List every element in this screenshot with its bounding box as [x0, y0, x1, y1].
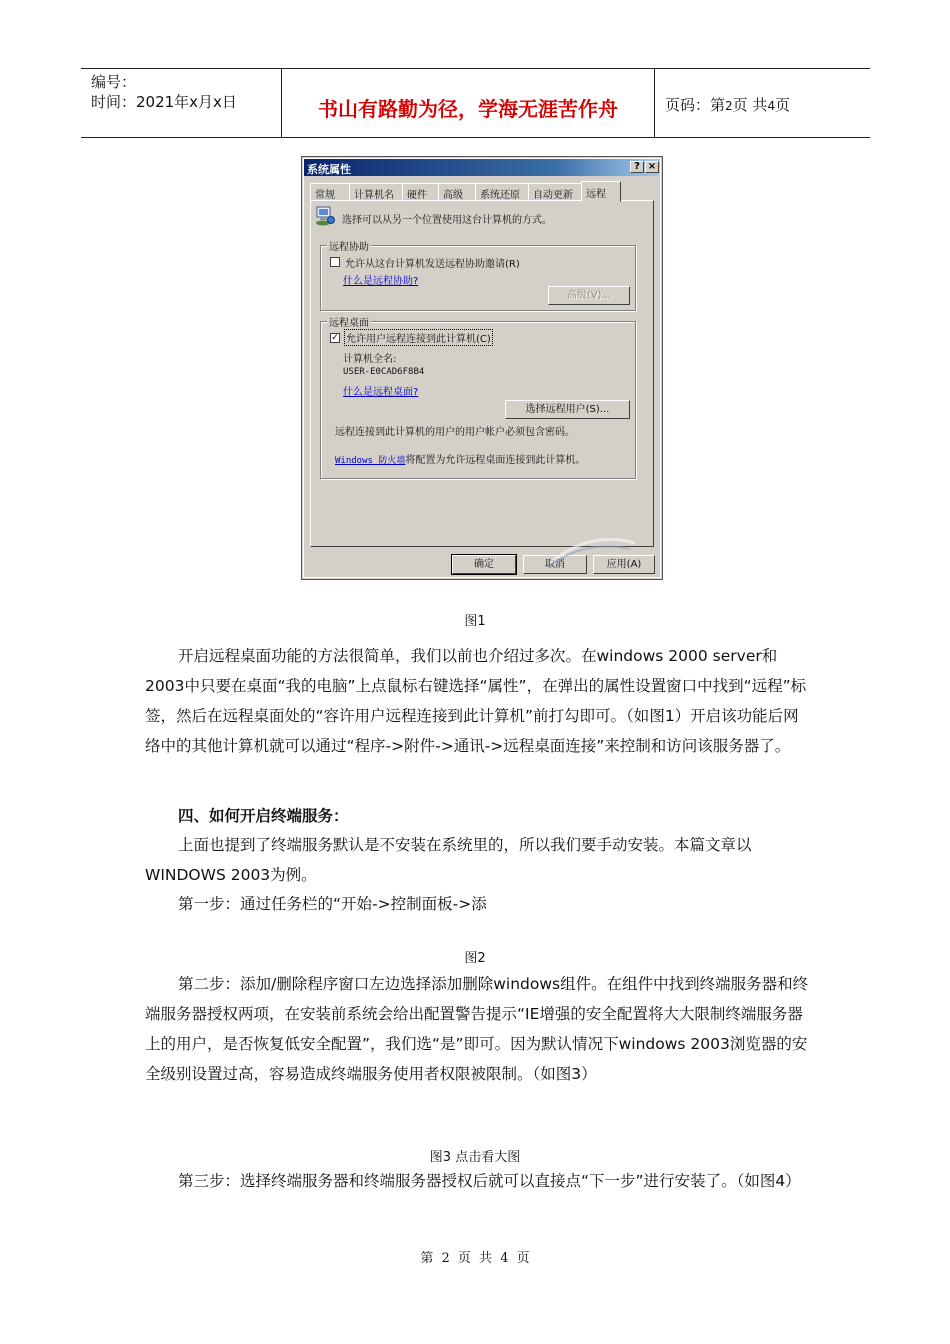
- tab-hardware[interactable]: 硬件: [402, 183, 439, 200]
- page-prefix: 页码：第: [665, 96, 726, 114]
- remote-desktop-checkbox[interactable]: ✓: [331, 333, 339, 343]
- section-heading-4-text: 四、如何开启终端服务：: [178, 807, 349, 825]
- page-footer: 第 2 页 共 4 页: [420, 1251, 530, 1266]
- document-number-label: 编号：: [91, 73, 137, 91]
- section-heading-4: [145, 801, 810, 831]
- close-button[interactable]: ×: [645, 161, 659, 173]
- remote-desktop-group: [320, 318, 636, 479]
- cancel-button[interactable]: 取消: [523, 555, 587, 574]
- remote-desktop-legend: 远程桌面: [327, 314, 371, 329]
- header-right-cell: [655, 69, 870, 137]
- help-button[interactable]: ?: [630, 161, 644, 173]
- firewall-text: 将配置为允许远程桌面连接到此计算机。: [405, 455, 586, 466]
- remote-desktop-help-link[interactable]: 什么是远程桌面?: [343, 387, 419, 398]
- firewall-note: [335, 451, 585, 466]
- page-mid: 页 共: [732, 96, 768, 114]
- ok-button[interactable]: 确定: [452, 555, 516, 574]
- remote-assistance-checkbox-label[interactable]: 允许从这台计算机发送远程协助邀请(R): [345, 259, 520, 270]
- dialog-title: 系统属性: [307, 163, 351, 176]
- page-suffix: 页: [775, 96, 791, 114]
- remote-desktop-checkbox-label[interactable]: 允许用户远程连接到此计算机(C): [345, 330, 492, 345]
- password-note: 远程连接到此计算机的用户的用户帐户必须包含密码。: [335, 427, 575, 438]
- system-properties-dialog: [301, 156, 663, 580]
- watermark-logo-icon: [540, 525, 640, 575]
- document-time-label: 时间：2021年x月x日: [91, 93, 237, 111]
- computer-fullname-value: USER-E0CAD6F8B4: [343, 367, 425, 377]
- header-left-cell: [81, 69, 282, 137]
- select-remote-users-button[interactable]: 选择远程用户(S)...: [505, 400, 630, 419]
- header-table: [81, 68, 870, 138]
- figure-2-caption: 图2: [464, 951, 486, 966]
- tab-computer-name[interactable]: 计算机名: [349, 183, 403, 200]
- advanced-button[interactable]: 高级(V)...: [548, 286, 630, 305]
- paragraph-install-intro: 上面也提到了终端服务默认是不安装在系统里的，所以我们要手动安装。本篇文章以WINDOWS 2003为例。: [145, 836, 752, 884]
- page-current: 2: [725, 99, 733, 113]
- computer-fullname-label: 计算机全名:: [343, 354, 397, 365]
- page-total: 4: [767, 99, 776, 113]
- header-center-cell: [282, 69, 655, 137]
- paragraph-step-1: 第一步：通过任务栏的“开始->控制面板->添: [178, 895, 487, 913]
- remote-intro-text: 选择可以从另一个位置使用这台计算机的方式。: [342, 215, 552, 226]
- paragraph-step-2: 第二步：添加/删除程序窗口左边选择添加删除windows组件。在组件中找到终端服务器和终端服务器授权两项，在安装前系统会给出配置警告提示“IE增强的安全配置将大大限制终端服务器上的用户，是否恢复低安全配置”，我们选“是”即可。因为默认情况下windows 2003浏览器的安全级别设置过高，容易造成终端服务使用者权限被限制。（如图3）: [145, 975, 809, 1083]
- remote-assistance-group: [320, 242, 636, 311]
- tab-remote[interactable]: 远程: [581, 181, 621, 202]
- apply-button[interactable]: 应用(A): [593, 555, 655, 574]
- tab-advanced[interactable]: 高级: [438, 183, 476, 200]
- remote-assistance-legend: 远程协助: [327, 238, 371, 253]
- firewall-link[interactable]: Windows 防火墙: [335, 456, 406, 466]
- page-indicator: [665, 94, 790, 115]
- remote-assistance-checkbox[interactable]: [330, 257, 340, 267]
- tab-general[interactable]: 常规: [310, 183, 350, 200]
- dialog-title-bar[interactable]: [304, 159, 660, 176]
- computer-network-icon: [314, 205, 336, 227]
- header-motto: 书山有路勤为径，学海无涯苦作舟: [318, 97, 618, 121]
- tab-auto-update[interactable]: 自动更新: [528, 183, 582, 200]
- paragraph-step-3: 第三步：选择终端服务器和终端服务器授权后就可以直接点“下一步”进行安装了。（如图4）: [178, 1172, 801, 1190]
- paragraph-remote-desktop-intro: 开启远程桌面功能的方法很简单，我们以前也介绍过多次。在windows 2000 server和2003中只要在桌面“我的电脑”上点鼠标右键选择“属性”，在弹出的属性设置窗口中找到“远程”标签，然后在远程桌面处的“容许用户远程连接到此计算机”前打勾即可。（如图1）开启该功能后网络中的其他计算机就可以通过“程序->附件->通讯->远程桌面连接”来控制和访问该服务器了。: [145, 647, 807, 755]
- figure-3-caption: 图3 点击看大图: [429, 1150, 521, 1165]
- remote-assistance-help-link[interactable]: 什么是远程协助?: [343, 276, 419, 287]
- figure-1-caption: 图1: [464, 614, 486, 629]
- tab-system-restore[interactable]: 系统还原: [475, 183, 529, 200]
